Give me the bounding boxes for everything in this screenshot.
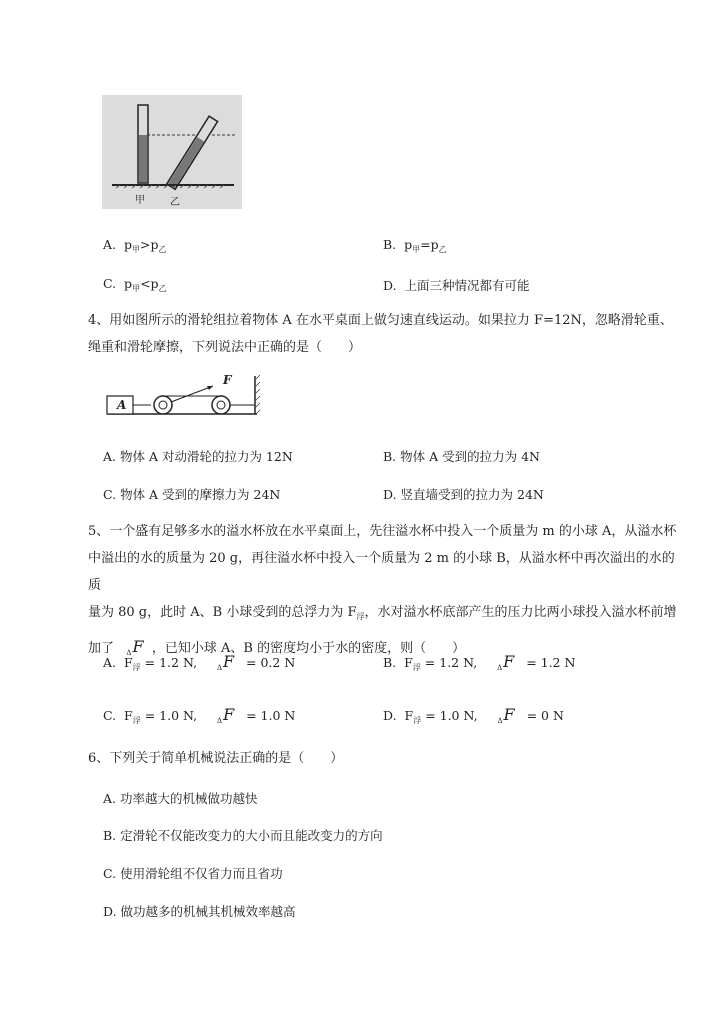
q3-option-b[interactable]: B. $p_甲=p_乙$ bbox=[383, 237, 447, 254]
q5-line-1: 5、一个盛有足够多水的溢水杯放在水平桌面上，先往溢水杯中投入一个质量为 m 的小球 A，从溢水杯 bbox=[88, 524, 677, 539]
q3-option-c[interactable]: C. $p_甲<p_乙$ bbox=[103, 276, 167, 293]
q4-option-d[interactable]: D. 竖直墙受到的拉力为 24N bbox=[383, 487, 544, 502]
q4-stem: 4、用如图所示的滑轮组拉着物体 A 在水平桌面上做匀速直线运动。如果拉力 F=12N，忽略滑轮重、绳重和滑轮摩擦，下列说法中正确的是（ ） bbox=[88, 313, 673, 355]
test-tube-diagram bbox=[102, 95, 242, 209]
force-rope bbox=[171, 386, 213, 402]
q5-stem bbox=[88, 518, 678, 664]
q5-line-2: 中溢出的水的质量为 20 g，再往溢水杯中投入一个质量为 2 m 的小球 B，从溢水杯中再次溢出的水的质 bbox=[88, 551, 675, 593]
q5-option-a[interactable]: A. $F_浮 = 1.2$ N, $_\Delta$F = 0.2 N bbox=[103, 652, 296, 672]
q5-option-b[interactable]: B. $F_浮 = 1.2$ N, $_\Delta$F = 1.2 N bbox=[383, 652, 576, 672]
test-tube-figure bbox=[102, 95, 242, 209]
q5-line-4: 加了 $_\Delta$F ，已知小球 A、B 的密度均小于水的密度，则（ ） bbox=[88, 637, 466, 657]
tube-jia-liquid bbox=[139, 135, 147, 182]
q3-option-d[interactable]: D. 上面三种情况都有可能 bbox=[383, 278, 530, 293]
q6-option-a[interactable]: A. 功率越大的机械做功越快 bbox=[103, 791, 258, 806]
label-yi: 乙 bbox=[170, 197, 180, 208]
q4-option-a[interactable]: A. 物体 A 对动滑轮的拉力为 12N bbox=[103, 449, 293, 464]
block-a-label: A bbox=[117, 398, 127, 412]
q6-option-d[interactable]: D. 做功越多的机械其机械效率越高 bbox=[103, 904, 296, 919]
q6-option-b[interactable]: B. 定滑轮不仅能改变力的大小而且能改变力的方向 bbox=[103, 828, 383, 843]
tube-yi bbox=[167, 116, 218, 189]
pulley-diagram bbox=[105, 372, 265, 422]
q6-stem: 6、下列关于简单机械说法正确的是（ ） bbox=[88, 751, 344, 766]
q3-option-a[interactable]: A. $p_甲>p_乙$ bbox=[103, 237, 167, 254]
q4-option-b[interactable]: B. 物体 A 受到的拉力为 4N bbox=[383, 449, 540, 464]
q5-option-d[interactable]: D. $F_浮 = 1.0$ N, $_\Delta$F = 0 N bbox=[383, 705, 564, 725]
q5-option-c[interactable]: C. $F_浮 = 1.0$ N, $_\Delta$F = 1.0 N bbox=[103, 705, 296, 725]
q4-option-c[interactable]: C. 物体 A 受到的摩擦力为 24N bbox=[103, 487, 281, 502]
force-f-label: F bbox=[223, 373, 232, 387]
pulley-figure bbox=[105, 372, 265, 422]
q6-option-c[interactable]: C. 使用滑轮组不仅省力而且省功 bbox=[103, 866, 283, 881]
label-jia: 甲 bbox=[135, 195, 145, 206]
q5-line-3: 量为 80 g，此时 A、B 小球受到的总浮力为 $F_浮$，水对溢水杯底部产生的压力比两小球投入溢水杯前增 bbox=[88, 605, 677, 621]
